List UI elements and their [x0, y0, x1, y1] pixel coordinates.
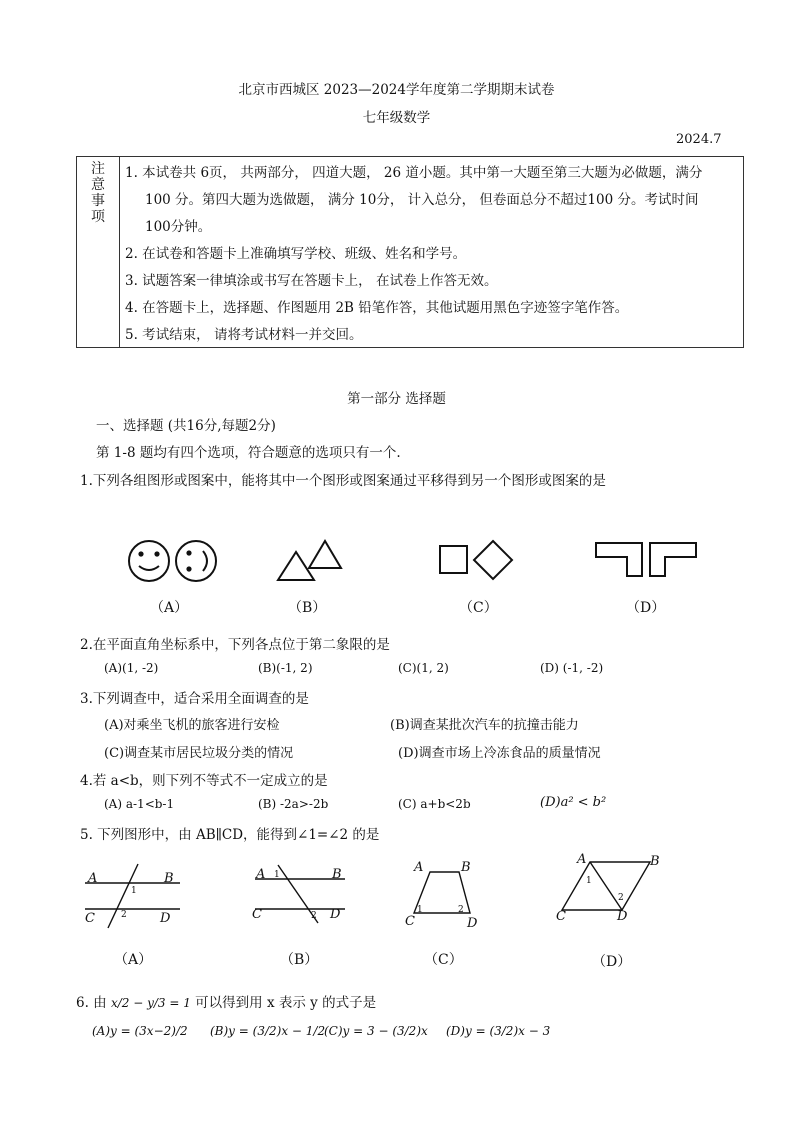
q4-stem: 4.若 a<b，则下列不等式不一定成立的是	[80, 773, 328, 789]
q3-option-a: (A)对乘坐飞机的旅客进行安检	[104, 718, 280, 733]
notice-label: 注意事项	[91, 161, 105, 225]
q5-label-c: （C）	[424, 952, 463, 968]
q5-d-label-b: B	[650, 854, 660, 869]
q6-stem	[76, 991, 376, 1011]
q1-figure-d	[596, 543, 696, 576]
q2-option-a: (A)(1, -2)	[104, 661, 159, 675]
q1-figures	[0, 530, 793, 590]
q2-option-b: (B)(-1, 2)	[258, 661, 313, 675]
q1-label-a: （A）	[150, 600, 189, 616]
q5-b-label-a: A	[256, 867, 266, 882]
q2-stem: 2.在平面直角坐标系中，下列各点位于第二象限的是	[80, 637, 390, 653]
q6-option-b: (B)y = (3/2)x − 1/2	[210, 1024, 326, 1038]
q6-option-c: (C)y = 3 − (3/2)x	[324, 1024, 428, 1038]
q5-d-label-d: D	[617, 909, 628, 924]
q3-option-d: (D)调查市场上冷冻食品的质量情况	[398, 746, 601, 761]
q5-label-b: （B）	[280, 952, 319, 968]
q5-figure-d	[562, 862, 650, 910]
q5-figures	[0, 850, 793, 940]
notice-line-1: 1. 本试卷共 6页， 共两部分， 四道大题， 26 道小题。其中第一大题至第三大题为必做题，满分	[125, 165, 703, 181]
q4-option-a: (A) a-1<b-1	[104, 797, 175, 811]
q5-b-label-c: C	[252, 907, 262, 922]
exam-subtitle: 七年级数学	[362, 110, 431, 126]
q1-stem: 1.下列各组图形或图案中，能将其中一个图形或图案通过平移得到另一个图形或图案的是	[80, 473, 606, 489]
notice-line-1b: 100 分。第四大题为选做题， 满分 10分， 计入总分， 但卷面总分不超过100 分。考试时间	[145, 192, 699, 208]
q3-option-b: (B)调查某批次汽车的抗撞击能力	[390, 718, 579, 733]
q5-c-label-d: D	[467, 916, 478, 931]
q5-c-label-a: A	[414, 860, 424, 875]
q1-figure-b	[278, 541, 341, 580]
notice-label-cell	[77, 157, 120, 347]
q5-c-label-c: C	[405, 914, 415, 929]
q6-stem-suffix: 可以得到用 x 表示 y 的式子是	[195, 995, 377, 1011]
svg-text:1: 1	[274, 870, 280, 880]
notice-line-4: 4. 在答题卡上，选择题、作图题用 2B 铅笔作答，其他试题用黑色字迹签字笔作答。	[125, 300, 629, 316]
q5-a-label-a: A	[88, 871, 98, 886]
q5-d-label-a: A	[577, 852, 587, 867]
q5-label-d: （D）	[592, 954, 632, 970]
q6-stem-prefix: 6. 由	[76, 995, 107, 1011]
svg-text:2: 2	[311, 911, 317, 921]
q5-b-label-d: D	[330, 907, 341, 922]
notice-line-3: 3. 试题答案一律填涂或书写在答题卡上， 在试卷上作答无效。	[125, 273, 498, 289]
exam-date: 2024.7	[676, 132, 722, 147]
notice-box	[76, 156, 744, 348]
svg-text:1: 1	[586, 876, 592, 886]
q5-b-label-b: B	[332, 867, 342, 882]
q3-option-c: (C)调查某市居民垃圾分类的情况	[104, 746, 294, 761]
q6-equation: x/2 − y/3 = 1	[110, 996, 191, 1010]
exam-title: 北京市西城区 2023—2024学年度第二学期期末试卷	[238, 82, 555, 98]
q5-a-label-c: C	[85, 911, 95, 926]
svg-text:2: 2	[121, 910, 127, 920]
part1-title: 第一部分 选择题	[347, 391, 446, 407]
svg-text:2: 2	[618, 893, 624, 903]
q1-label-c: （C）	[459, 600, 498, 616]
svg-text:1: 1	[131, 886, 137, 896]
q5-a-label-d: D	[160, 911, 171, 926]
q5-a-label-b: B	[164, 871, 174, 886]
q1-figure-a	[129, 541, 216, 581]
q1-figure-c	[440, 541, 512, 579]
q5-stem: 5. 下列图形中，由 AB∥CD，能得到∠1=∠2 的是	[80, 827, 380, 843]
section-title: 一、选择题 (共16分,每题2分)	[96, 418, 276, 434]
q4-option-c: (C) a+b<2b	[398, 797, 471, 811]
q4-option-b: (B) -2a>-2b	[258, 797, 329, 811]
q1-label-b: （B）	[288, 600, 327, 616]
q2-option-c: (C)(1, 2)	[398, 661, 449, 675]
svg-text:2: 2	[458, 905, 464, 915]
svg-text:1: 1	[417, 905, 423, 915]
section-instruction: 第 1-8 题均有四个选项，符合题意的选项只有一个.	[96, 445, 401, 461]
q2-option-d: (D) (-1, -2)	[540, 661, 604, 675]
q5-c-label-b: B	[461, 860, 471, 875]
q4-option-d: (D)a² < b²	[540, 795, 607, 810]
q5-d-label-c: C	[556, 909, 566, 924]
notice-line-5: 5. 考试结束， 请将考试材料一并交回。	[125, 327, 363, 343]
notice-line-1c: 100分钟。	[145, 219, 212, 235]
q1-label-d: （D）	[626, 600, 666, 616]
notice-line-2: 2. 在试卷和答题卡上准确填写学校、班级、姓名和学号。	[125, 246, 467, 262]
q6-option-a: (A)y = (3x−2)/2	[92, 1024, 188, 1038]
q5-label-a: （A）	[114, 952, 153, 968]
q6-option-d: (D)y = (3/2)x − 3	[446, 1024, 551, 1038]
q3-stem: 3.下列调查中，适合采用全面调查的是	[80, 691, 309, 707]
